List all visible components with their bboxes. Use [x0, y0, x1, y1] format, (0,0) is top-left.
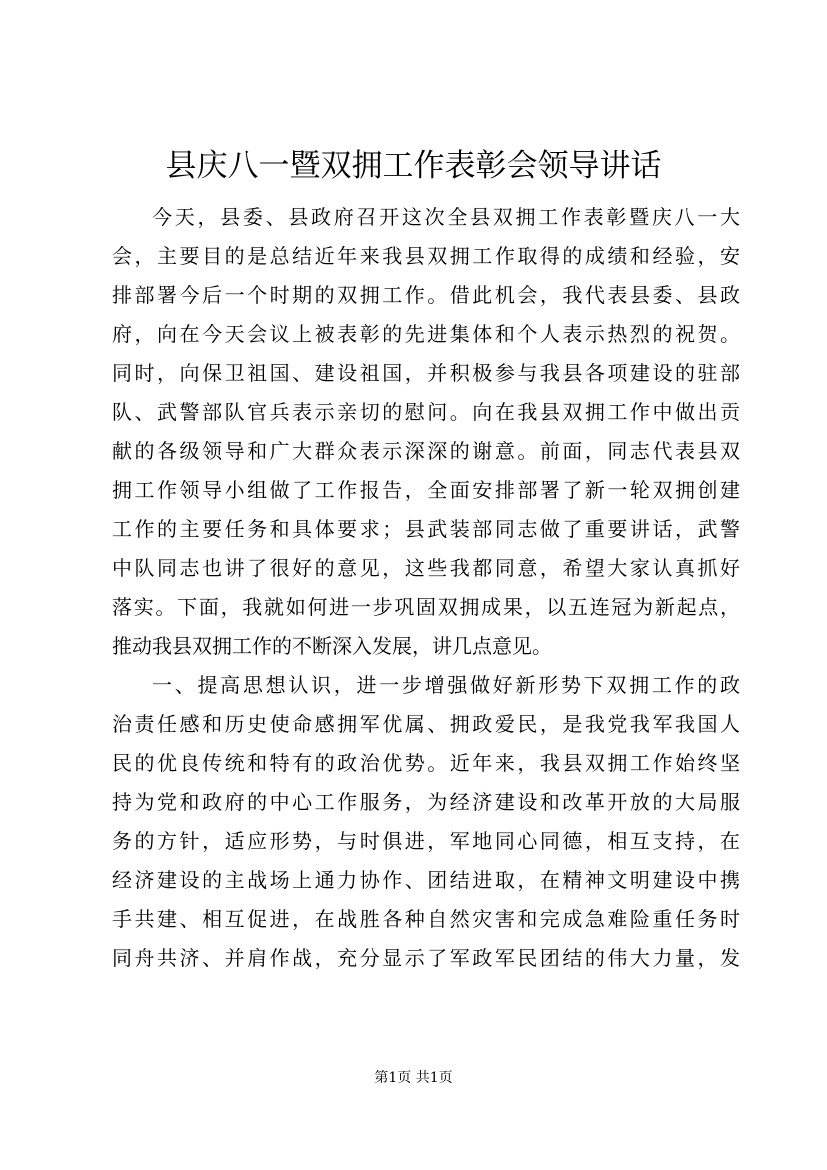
body-line: 持为党和政府的中心工作服务，为经济建设和改革开放的大局服 — [112, 790, 740, 814]
body-line: 献的各级领导和广大群众表示深深的谢意。前面，同志代表县双 — [112, 439, 740, 463]
body-line: 排部署今后一个时期的双拥工作。借此机会，我代表县委、县政 — [112, 283, 740, 307]
body-line: 今天，县委、县政府召开这次全县双拥工作表彰暨庆八一大 — [152, 205, 740, 229]
document-title: 县庆八一暨双拥工作表彰会领导讲话 — [165, 148, 662, 184]
body-line: 治责任感和历史使命感拥军优属、拥政爱民，是我党我军我国人 — [112, 712, 740, 736]
body-line: 拥工作领导小组做了工作报告，全面安排部署了新一轮双拥创建 — [112, 478, 740, 502]
body-line: 一、提高思想认识，进一步增强做好新形势下双拥工作的政 — [152, 673, 740, 697]
body-line: 推动我县双拥工作的不断深入发展，讲几点意见。 — [112, 634, 552, 658]
body-line: 中队同志也讲了很好的意见，这些我都同意，希望大家认真抓好 — [112, 556, 740, 580]
body-line: 务的方针，适应形势，与时俱进，军地同心同德，相互支持，在 — [112, 829, 740, 853]
body-line: 手共建、相互促进，在战胜各种自然灾害和完成急难险重任务时 — [112, 907, 740, 931]
document-body — [112, 198, 740, 978]
body-line: 府，向在今天会议上被表彰的先进集体和个人表示热烈的祝贺。 — [112, 322, 740, 346]
body-line: 会，主要目的是总结近年来我县双拥工作取得的成绩和经验，安 — [112, 244, 740, 268]
body-line: 同时，向保卫祖国、建设祖国，并积极参与我县各项建设的驻部 — [112, 361, 740, 385]
body-line: 民的优良传统和特有的政治优势。近年来，我县双拥工作始终坚 — [112, 751, 740, 775]
body-line: 落实。下面，我就如何进一步巩固双拥成果，以五连冠为新起点， — [112, 595, 740, 619]
page-footer: 第1页 共1页 — [374, 1070, 453, 1086]
body-line: 同舟共济、并肩作战，充分显示了军政军民团结的伟大力量，发 — [112, 946, 740, 970]
body-line: 工作的主要任务和具体要求；县武装部同志做了重要讲话，武警 — [112, 517, 740, 541]
body-line: 经济建设的主战场上通力协作、团结进取，在精神文明建设中携 — [112, 868, 740, 892]
body-line: 队、武警部队官兵表示亲切的慰问。向在我县双拥工作中做出贡 — [112, 400, 740, 424]
